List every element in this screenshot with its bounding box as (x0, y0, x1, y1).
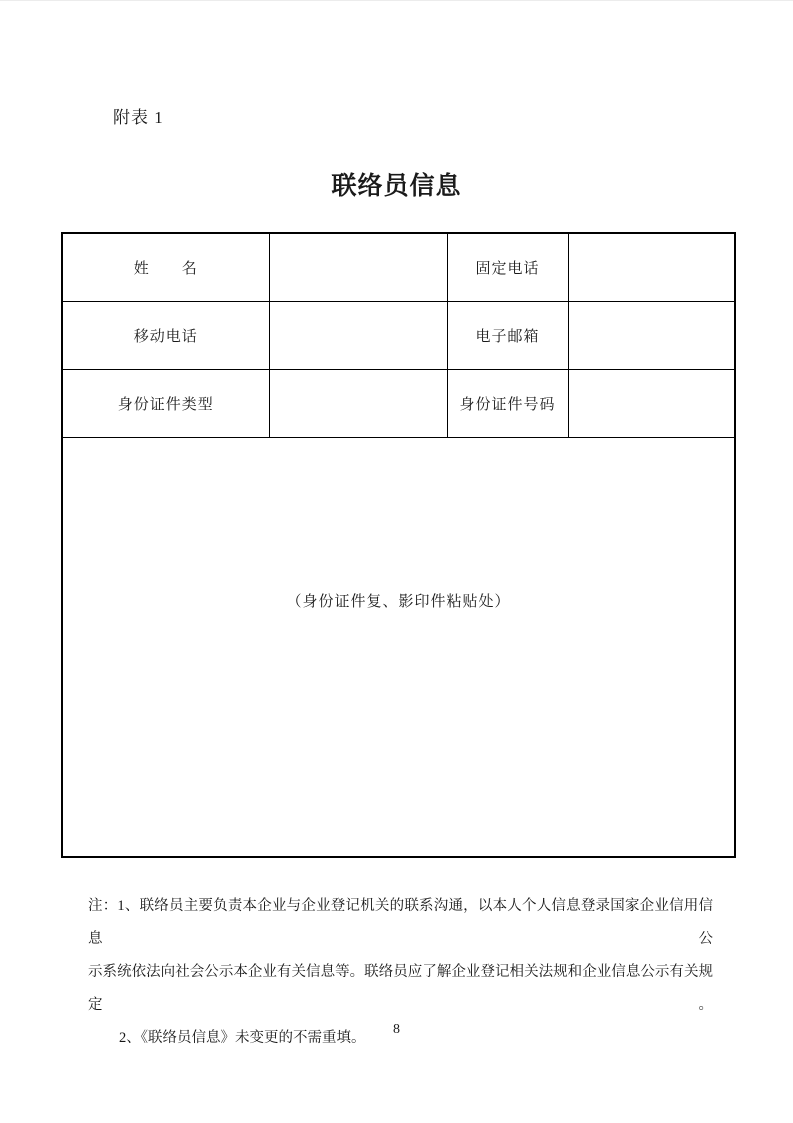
paste-area-caption: （身份证件复、影印件粘贴处） (286, 593, 511, 610)
table-row-name-phone (62, 233, 735, 301)
note-line-3: 2、《联络员信息》未变更的不需重填。 (119, 1030, 366, 1046)
value-mobile-phone-cell[interactable] (269, 301, 447, 369)
note-line-1: 注：1、联络员主要负责本企业与企业登记机关的联系沟通，以本人个人信息登录国家企业信用信息公 (88, 898, 713, 947)
label-email: 电子邮箱 (447, 301, 568, 369)
note-line-2: 示系统依法向社会公示本企业有关信息等。联络员应了解企业登记相关法规和企业信息公示有关规定。 (88, 964, 713, 1013)
value-landline-phone-cell[interactable] (568, 233, 735, 301)
id-copy-paste-area[interactable] (62, 437, 735, 857)
label-name: 姓 名 (62, 233, 269, 301)
annex-label: 附表 1 (113, 108, 164, 127)
table-row-paste-area (62, 437, 735, 857)
value-id-number-cell[interactable] (568, 369, 735, 437)
table-row-id-type-number (62, 369, 735, 437)
label-landline-phone: 固定电话 (447, 233, 568, 301)
contact-info-table (61, 232, 736, 858)
label-mobile-phone: 移动电话 (62, 301, 269, 369)
page-number: 8 (393, 1022, 400, 1037)
table-row-mobile-email (62, 301, 735, 369)
label-id-number: 身份证件号码 (447, 369, 568, 437)
page-title: 联络员信息 (331, 173, 462, 200)
label-id-type: 身份证件类型 (62, 369, 269, 437)
value-name-cell[interactable] (269, 233, 447, 301)
value-id-type-cell[interactable] (269, 369, 447, 437)
value-email-cell[interactable] (568, 301, 735, 369)
